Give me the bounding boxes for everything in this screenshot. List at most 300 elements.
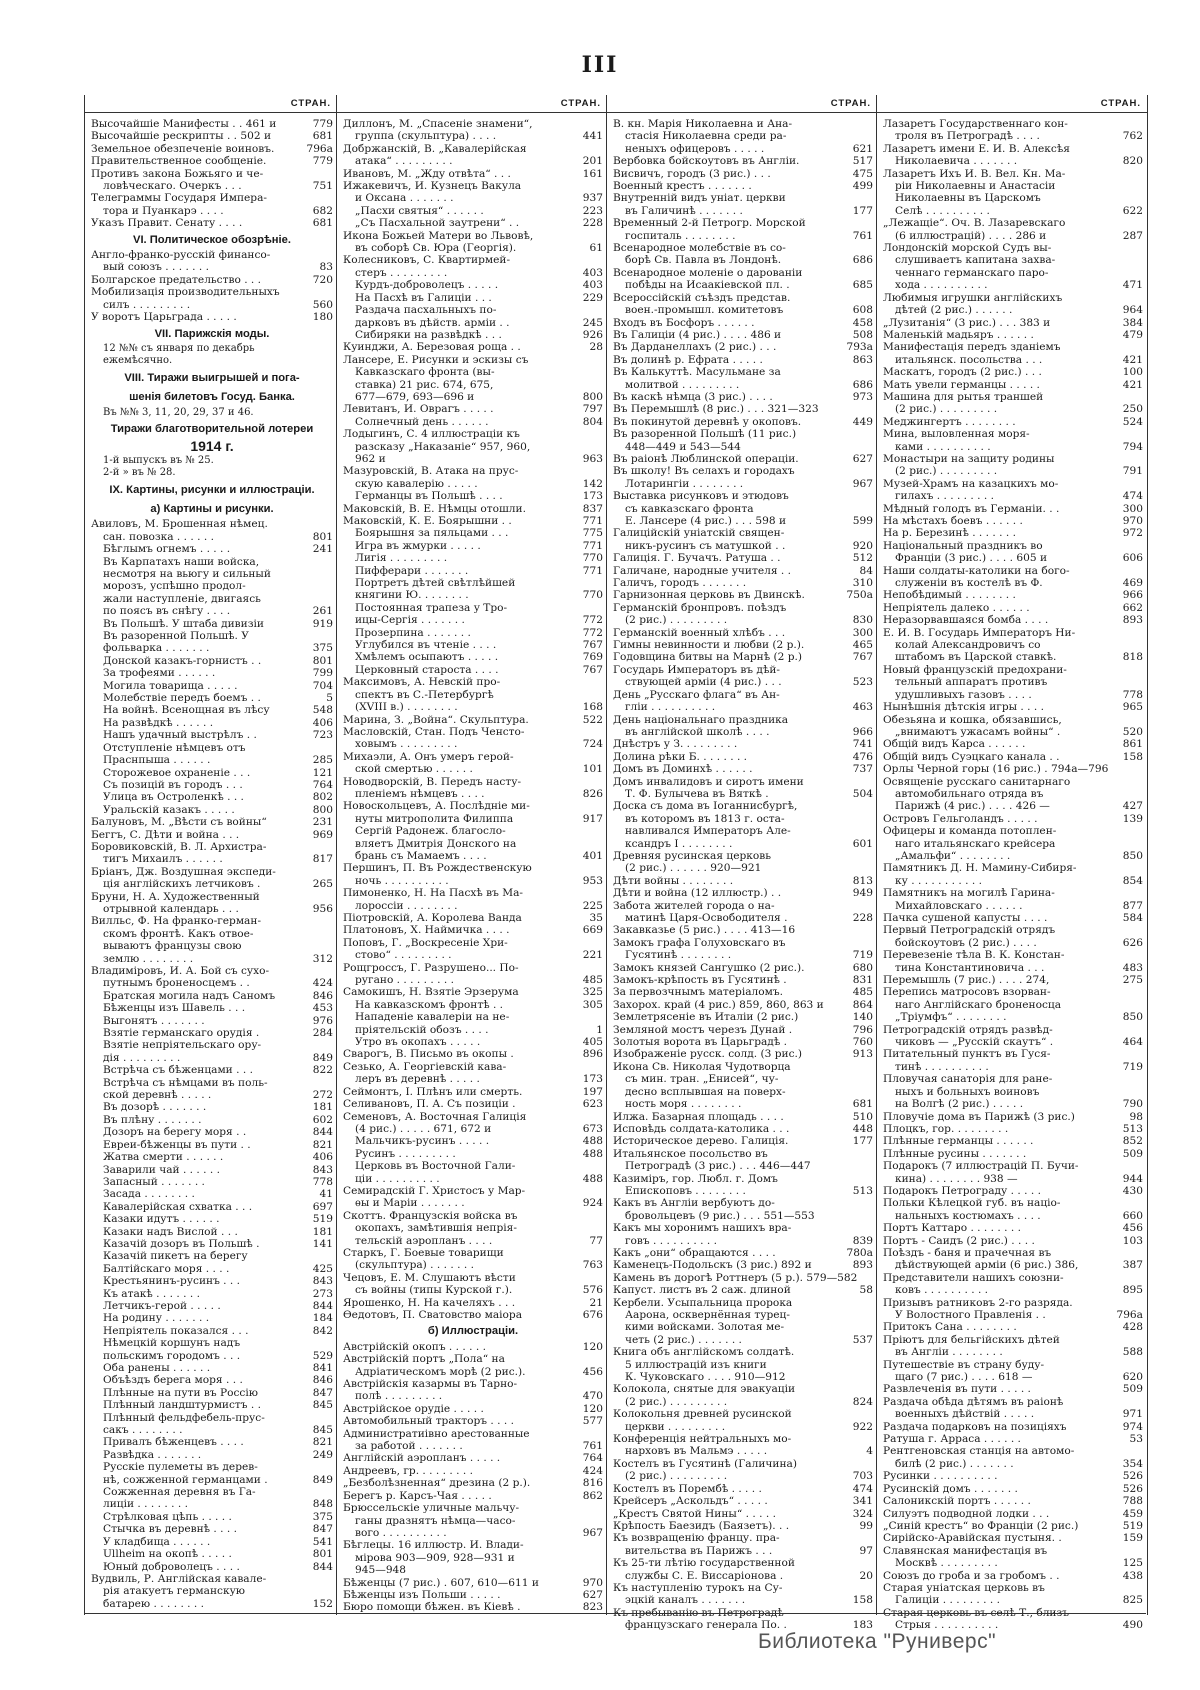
index-entry: [343, 1036, 603, 1048]
index-entry: [343, 478, 603, 490]
index-entry: [91, 593, 333, 605]
entry-page: 662: [1122, 601, 1143, 614]
entry-title: кина) . . . . . . . . 938 —: [895, 1172, 1018, 1185]
entry-title: Землетрясеніе въ Италіи (2 рис.): [613, 1011, 799, 1024]
index-entry: [343, 565, 603, 577]
entry-title: За первозчнымъ матеріаломъ.: [613, 986, 783, 999]
index-entry: [883, 155, 1143, 167]
entry-title: Плѣнный фельдфебель-прус-: [103, 1411, 265, 1424]
entry-title: „Лежащіе“. Оч. В. Лазаревскаго: [883, 217, 1066, 230]
index-entry: [883, 602, 1143, 614]
entry-title: На р. Березинѣ . . . . . . .: [883, 527, 1016, 540]
index-entry: [883, 1160, 1143, 1172]
index-entry: [883, 565, 1143, 577]
entry-title: Михаэли, А. Онъ умеръ герой-: [343, 750, 514, 763]
index-entry: [91, 1151, 333, 1163]
entry-title: съ кавказскаго фронта: [625, 502, 754, 515]
entry-title: тельный аппаратъ противъ: [895, 676, 1048, 689]
entry-page: 430: [1122, 1184, 1143, 1197]
index-entry: [91, 1188, 333, 1200]
entry-title: Стрѣлковая цѣпь . . . . .: [103, 1510, 232, 1523]
entry-title: Рощгроссъ, Г. Разрушено... По-: [343, 961, 519, 974]
entry-page: 779: [312, 118, 333, 130]
entry-title: (6 иллюстрацій) . . . . 286 и: [895, 229, 1047, 242]
entry-title: въ Галичинѣ . . . . . . .: [625, 204, 743, 217]
entry-title: борѣ Св. Павла въ Лондонѣ.: [625, 254, 782, 267]
index-entry: [91, 667, 333, 679]
index-entry: [343, 602, 603, 614]
index-entry: [613, 155, 873, 167]
entry-title: Указъ Правит. Сенату . . . .: [91, 217, 243, 230]
index-entry: [883, 1520, 1143, 1532]
entry-title: Е. Лансере (4 рис.) . . . 598 и: [625, 515, 787, 527]
entry-page: 844: [312, 1299, 333, 1312]
entry-title: воен.-промышл. комитетовъ: [625, 304, 784, 317]
entry-title: ховымъ . . . . . . . . .: [355, 738, 458, 751]
entry-page: 719: [852, 949, 873, 962]
index-entry: [91, 791, 333, 803]
entry-title: Бѣглымъ огнемъ . . . . .: [103, 543, 231, 556]
entry-title: Бѣглецы. 16 иллюстр. И. Влади-: [343, 1539, 524, 1552]
index-entry: [883, 800, 1143, 812]
entry-title: Костелъ въ Гусятинѣ (Галичина): [613, 1457, 797, 1470]
entry-page: 801: [312, 530, 333, 543]
entry-page: 963: [582, 452, 603, 465]
index-entry: [613, 1495, 873, 1507]
index-entry: [883, 589, 1143, 601]
index-entry: [91, 1573, 333, 1585]
entry-page: 517: [852, 155, 873, 168]
index-entry: [613, 1383, 873, 1395]
index-entry: [343, 329, 603, 341]
entry-title: наго Англійскаго броненосца: [895, 998, 1062, 1011]
index-entry: [613, 1111, 873, 1123]
entry-page: 103: [1122, 1234, 1143, 1247]
index-entry: [91, 1337, 333, 1349]
index-entry: [91, 518, 333, 530]
entry-page: 475: [852, 167, 873, 180]
entry-page: 686: [852, 378, 873, 391]
entry-page: 788: [1122, 1495, 1143, 1508]
entry-page: 602: [312, 1113, 333, 1126]
entry-page: 847: [312, 1523, 333, 1536]
entry-title: Всенародное молебствіе въ со-: [613, 242, 786, 255]
section-heading: [343, 1321, 603, 1340]
index-entry: [613, 577, 873, 589]
entry-page: 120: [582, 1340, 603, 1353]
entry-title: дарковъ въ дѣйств. арміи . .: [355, 316, 510, 329]
index-entry: [343, 180, 603, 192]
entry-page: 228: [852, 912, 873, 924]
entry-title: Съ позицій въ городъ . . .: [103, 778, 243, 791]
entry-title: тигъ Михаилъ . . . . . .: [103, 853, 223, 866]
entry-page: 970: [1122, 515, 1143, 527]
index-entry: [91, 1511, 333, 1523]
index-entry: [613, 1173, 873, 1185]
entry-title: бровольцевъ (9 рис.) . . . 551—553: [625, 1209, 815, 1222]
entry-page: 839: [852, 1234, 873, 1247]
entry-title: Историческое дерево. Галиція.: [613, 1135, 789, 1148]
entry-title: Подарокъ (7 иллюстрацій П. Бучи-: [883, 1160, 1079, 1173]
entry-page: 767: [582, 639, 603, 652]
entry-title: ругано . . . . . . . . .: [355, 974, 454, 987]
index-entry: [91, 1226, 333, 1238]
entry-title: Кавалерійская схватка . . .: [103, 1200, 253, 1213]
entry-page: 771: [582, 564, 603, 577]
index-entry: [343, 391, 603, 403]
entry-title: а) Картины и рисунки.: [150, 502, 274, 515]
index-entry: [613, 1309, 873, 1321]
entry-title: Въ Перемышлѣ (8 рис.) . . . 321—323: [613, 403, 819, 416]
entry-page: 737: [852, 763, 873, 776]
entry-title: Всенародное моленіе о дарованіи: [613, 266, 803, 279]
entry-page: 465: [852, 639, 873, 652]
entry-title: Пловучая санаторія для ране-: [883, 1073, 1053, 1086]
index-entry: [343, 986, 603, 998]
index-entry: [883, 1359, 1143, 1371]
entry-title: Лодыгинъ, С. 4 иллюстраціи къ: [343, 428, 520, 441]
entry-page: 324: [852, 1507, 873, 1520]
entry-title: Летчикъ-герой . . . . .: [103, 1299, 221, 1312]
index-entry: [91, 642, 333, 654]
index-entry: [613, 168, 873, 180]
entry-title: Галичане, народные учителя . .: [613, 564, 792, 577]
index-entry: [343, 627, 603, 639]
index-entry: [343, 776, 603, 788]
index-entry: [91, 1077, 333, 1089]
entry-title: Въ раіонѣ Люблинской операціи.: [613, 452, 799, 465]
entry-title: Старая уніатская церковь въ: [883, 1581, 1045, 1594]
index-entry: [613, 701, 873, 713]
entry-title: Маленькій мадьяръ . . . . . .: [883, 328, 1034, 341]
entry-title: Е. И. В. Государь Императоръ Ни-: [883, 626, 1076, 639]
entry-title: (XVIII в.) . . . . . . . .: [355, 701, 458, 714]
index-entry: [613, 1235, 873, 1247]
entry-title: Новоскольцевъ, А. Послѣдніе ми-: [343, 800, 530, 813]
entry-page: 772: [582, 626, 603, 639]
entry-page: 310: [852, 577, 873, 590]
entry-title: Въ Карпатахъ наши войска,: [103, 555, 260, 568]
entry-title: Освященіе русскаго санитарнаго: [883, 775, 1071, 788]
index-entry: [613, 937, 873, 949]
entry-title: Русинки . . . . . . . . . .: [883, 1470, 998, 1483]
entry-page: 471: [1122, 279, 1143, 292]
entry-title: и Оксана . . . . . . .: [355, 192, 454, 205]
index-entry: [91, 355, 333, 367]
index-entry: [343, 292, 603, 304]
index-entry: [883, 1470, 1143, 1482]
entry-title: Ярошенко, Н. На качеляхъ . . .: [343, 1296, 516, 1309]
entry-title: Телеграммы Государя Импера-: [91, 192, 267, 205]
entry-title: 2-й » въ № 28.: [103, 467, 176, 479]
index-entry: [343, 1297, 603, 1309]
entry-page: 312: [312, 952, 333, 965]
entry-title: Капуст. листъ въ 2 саж. длиной: [613, 1284, 791, 1297]
entry-title: Правительственное сообщеніе.: [91, 155, 267, 168]
entry-title: Домъ инвалидовъ и сиротъ имени: [613, 775, 804, 788]
index-entry: [883, 850, 1143, 862]
index-entry: [343, 589, 603, 601]
entry-page: 854: [1122, 874, 1143, 887]
index-entry: [883, 1433, 1143, 1445]
index-entry: [91, 1164, 333, 1176]
entry-page: 775: [582, 527, 603, 540]
entry-title: Запасный . . . . . . .: [103, 1175, 205, 1188]
index-entry: [883, 1570, 1143, 1582]
entry-title: „Лузитанія“ (3 рис.) . . . 383 и: [883, 316, 1051, 329]
entry-page: 862: [582, 1489, 603, 1502]
entry-page: 627: [852, 452, 873, 465]
entry-title: Австрійскій портъ „Пола“ на: [343, 1353, 505, 1366]
index-entry: [91, 1288, 333, 1300]
index-entry: [91, 816, 333, 828]
index-entry: [343, 1353, 603, 1365]
index-entry: [883, 1346, 1143, 1358]
entry-title: Поповъ, Г. „Воскресеніе Хри-: [343, 936, 508, 949]
entry-title: нуты митрополита Филиппа: [355, 812, 514, 825]
entry-title: троля въ Петроградѣ . . . .: [895, 130, 1040, 143]
entry-title: Церковь въ Восточной Гали-: [355, 1160, 516, 1173]
entry-page: 261: [312, 605, 333, 618]
index-entry: [883, 143, 1143, 155]
index-entry: [91, 155, 333, 167]
index-entry: [883, 763, 1143, 775]
index-entry: [883, 887, 1143, 899]
entry-page: 241: [312, 543, 333, 556]
entry-title: Взятіе германскаго орудія .: [103, 1027, 260, 1040]
entry-page: 485: [582, 974, 603, 987]
entry-page: 519: [312, 1213, 333, 1226]
entry-title: Сеймонтъ, І. Плѣнъ или смерть.: [343, 1085, 523, 1098]
entry-title: неныхъ офицеровъ . . . . .: [625, 142, 765, 155]
index-entry: [343, 416, 603, 428]
index-entry: [883, 664, 1143, 676]
entry-title: Взятіе непріятельскаго ору-: [103, 1039, 262, 1052]
index-entry: [343, 1247, 603, 1259]
entry-page: 508: [852, 328, 873, 341]
entry-title: Игра въ жмурки . . . . .: [355, 539, 481, 552]
index-entry: [883, 192, 1143, 204]
index-entry: [91, 455, 333, 467]
entry-title: ицы-Сергія . . . . . . .: [355, 614, 465, 627]
index-entry: [91, 1201, 333, 1213]
index-entry: [91, 1436, 333, 1448]
entry-page: 152: [312, 1597, 333, 1610]
entry-title: Въ покинутой деревнѣ у окоповъ.: [613, 415, 802, 428]
entry-page: 924: [582, 1197, 603, 1210]
index-entry: [343, 875, 603, 887]
entry-title: Раздача пасхальныхъ по-: [355, 304, 497, 317]
entry-title: На Пасхѣ въ Галиціи . . .: [355, 291, 492, 304]
index-entry: [343, 1452, 603, 1464]
index-entry: [613, 1259, 873, 1271]
entry-title: Изображеніе русск. солд. (3 рис.): [613, 1048, 803, 1061]
index-entry: [613, 267, 873, 279]
entry-title: путнымъ броненосцемъ . .: [103, 977, 250, 990]
entry-page: 519: [1122, 1519, 1143, 1532]
entry-title: Курдъ-доброволецъ . . . . .: [355, 279, 499, 292]
index-entry: [883, 1024, 1143, 1036]
entry-title: Дѣти и война (12 иллюстр.) . .: [613, 887, 782, 900]
entry-title: щаго (7 рис.) . . . . 618 —: [895, 1371, 1033, 1384]
entry-title: Тиражи благотворительной лотереи: [110, 422, 314, 435]
index-entry: [613, 552, 873, 564]
index-entry: [613, 565, 873, 577]
entry-page: 509: [1122, 1383, 1143, 1396]
entry-page: 588: [1122, 1346, 1143, 1359]
entry-title: Николаевны въ Царскомъ: [895, 192, 1041, 205]
index-entry: [343, 205, 603, 217]
entry-page: 523: [852, 676, 873, 689]
index-entry: [613, 751, 873, 763]
entry-title: Боярышня за пяльцами . . .: [355, 527, 509, 540]
index-entry: [883, 1557, 1143, 1569]
entry-title: 5 иллюстрацій изъ книги: [625, 1358, 767, 1371]
entry-page: 673: [582, 1122, 603, 1135]
entry-title: Представители нашихъ союзни-: [883, 1271, 1064, 1284]
entry-title: Питательный пунктъ въ Гуся-: [883, 1048, 1051, 1061]
index-entry: [91, 742, 333, 754]
entry-title: Болгарское предательство . . .: [91, 273, 262, 286]
index-entry: [343, 862, 603, 874]
entry-title: колай Александровичъ со: [895, 639, 1041, 652]
entry-page: 704: [312, 679, 333, 692]
entry-page: 750a: [846, 589, 873, 602]
index-entry: [343, 1259, 603, 1271]
entry-page: 723: [312, 729, 333, 742]
index-entry: [883, 1086, 1143, 1098]
entry-page: 522: [582, 713, 603, 726]
index-entry: [91, 866, 333, 878]
entry-page: 848: [312, 1498, 333, 1511]
entry-title: Пріютъ для бельгійскихъ дѣтей: [883, 1333, 1060, 1346]
index-entry: [613, 1483, 873, 1495]
entry-title: Земляной мостъ черезъ Дунай .: [613, 1023, 793, 1036]
index-entry: [613, 490, 873, 502]
entry-page: 560: [312, 298, 333, 311]
index-entry: [883, 676, 1143, 688]
entry-page: 177: [852, 1135, 873, 1148]
entry-title: Петроградѣ (3 рис.) . . . 446—447: [625, 1160, 811, 1173]
index-entry: [91, 1325, 333, 1337]
entry-title: Замокъ князей Сангушко (2 рис.).: [613, 961, 805, 974]
entry-page: 223: [582, 204, 603, 217]
entry-title: дѣйствующей арміи (6 рис.) 386,: [895, 1259, 1079, 1272]
index-entry: [91, 1424, 333, 1436]
index-entry: [613, 825, 873, 837]
entry-title: эцкій каналъ . . . . . . .: [625, 1594, 746, 1607]
entry-title: Въ разоренной Польшѣ. У: [103, 630, 249, 643]
entry-page: 35: [589, 912, 603, 924]
entry-page: 512: [852, 552, 873, 565]
entry-page: 97: [859, 1544, 873, 1557]
entry-page: 184: [312, 1312, 333, 1325]
entry-page: 325: [582, 986, 603, 999]
index-entry: [91, 1523, 333, 1535]
index-entry: [343, 341, 603, 353]
entry-title: дѣтей (2 рис.) . . . . . .: [895, 304, 1013, 317]
entry-title: Музей-Храмъ на казацкихъ мо-: [883, 477, 1059, 490]
index-entry: [343, 937, 603, 949]
index-entry: [883, 267, 1143, 279]
entry-page: 41: [319, 1188, 333, 1201]
entry-page: 20: [859, 1569, 873, 1582]
index-entry: [613, 1582, 873, 1594]
index-entry: [91, 168, 333, 180]
entry-page: 183: [852, 1619, 873, 1632]
entry-title: Вербовка бойскоутовъ въ Англіи.: [613, 155, 800, 168]
entry-title: вляетъ Дмитрія Донского на: [355, 837, 517, 850]
entry-title: б) Иллюстраціи.: [427, 1325, 519, 1338]
entry-title: вительства въ Парижъ . . .: [625, 1544, 773, 1557]
index-entry: [343, 1048, 603, 1060]
index-entry: [883, 1061, 1143, 1073]
entry-title: брань съ Мамаемъ . . . .: [355, 849, 487, 862]
index-entry: [613, 1073, 873, 1085]
index-entry: [883, 924, 1143, 936]
index-entry: [613, 192, 873, 204]
entry-title: Постоянная трапеза у Тро-: [355, 601, 508, 614]
entry-page: 485: [852, 986, 873, 999]
entry-page: 767: [582, 663, 603, 676]
entry-title: VIII. Тиражи выигрышей и пога-: [124, 371, 300, 384]
entry-page: 548: [312, 704, 333, 717]
entry-title: Парижѣ (4 рис.) . . . . 426 —: [895, 800, 1050, 813]
entry-title: въ которомъ въ 1813 г. оста-: [625, 812, 785, 825]
entry-title: Захорох. край (4 рис.) 859, 860, 863 и: [613, 998, 824, 1011]
entry-title: Австрійскія казармы въ Тарно-: [343, 1378, 518, 1391]
entry-page: 488: [582, 1172, 603, 1185]
entry-title: Икона Св. Николая Чудотворца: [613, 1060, 791, 1073]
entry-title: десно всплывшая на поверх-: [625, 1085, 786, 1098]
entry-page: 221: [582, 949, 603, 962]
index-entry: [613, 1346, 873, 1358]
index-entry: [883, 1297, 1143, 1309]
index-entry: [343, 1477, 603, 1489]
entry-page: 920: [852, 539, 873, 552]
entry-page: 697: [312, 1200, 333, 1213]
index-entry: [613, 776, 873, 788]
entry-page: 53: [1129, 1433, 1143, 1446]
entry-title: Ullheim на окопѣ . . . . .: [103, 1548, 232, 1561]
entry-title: Костелъ въ Порембѣ . . . . .: [613, 1482, 762, 1495]
entry-title: Высочайшіе рескрипты . . 502 и: [91, 130, 272, 143]
entry-title: лороссіи . . . . . . . .: [355, 899, 458, 912]
entry-page: 949: [852, 887, 873, 900]
index-entry: [343, 1173, 603, 1185]
index-entry: [613, 254, 873, 266]
entry-page: 821: [312, 1138, 333, 1151]
index-entry: [883, 1048, 1143, 1060]
index-entry: [343, 267, 603, 279]
entry-title: Офицеры и команда потоплен-: [883, 825, 1057, 838]
index-entry: [613, 1520, 873, 1532]
index-entry: [613, 1508, 873, 1520]
entry-page: 140: [852, 1011, 873, 1024]
index-entry: [883, 1396, 1143, 1408]
entry-page: 956: [312, 902, 333, 915]
index-entry: [91, 1114, 333, 1126]
index-entry: [343, 1378, 603, 1390]
entry-title: Стычка въ деревнѣ . . . .: [103, 1523, 237, 1536]
entry-title: Развѣдка . . . . . . .: [103, 1448, 202, 1461]
entry-title: Михайловскаго . . . . . .: [895, 899, 1023, 912]
entry-page: 843: [312, 1275, 333, 1288]
entry-page: 621: [852, 142, 873, 155]
entry-title: Отступленіе нѣмцевъ отъ: [103, 741, 246, 754]
index-entry: [91, 1536, 333, 1548]
index-entry: [343, 465, 603, 477]
